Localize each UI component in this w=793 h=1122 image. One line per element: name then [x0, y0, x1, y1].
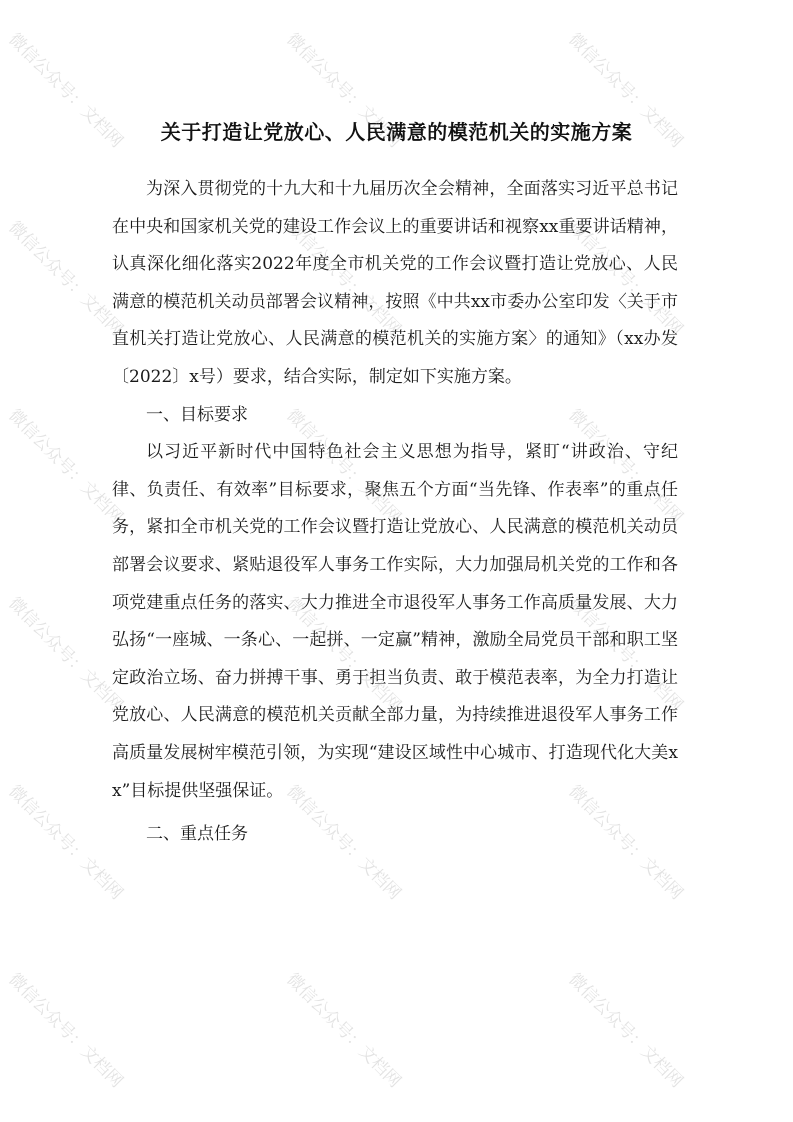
watermark-text: 微信公众号：文档网	[564, 969, 687, 1092]
watermark-text: 微信公众号：文档网	[4, 29, 127, 152]
watermark-text: 微信公众号：文档网	[4, 969, 127, 1092]
watermark-text: 微信公众号：文档网	[282, 217, 405, 340]
watermark-text: 微信公众号：文档网	[4, 405, 127, 528]
watermark-text: 微信公众号：文档网	[564, 405, 687, 528]
watermark-text: 微信公众号：文档网	[282, 405, 405, 528]
watermark-text: 微信公众号：文档网	[282, 29, 405, 152]
watermark-text: 微信公众号：文档网	[282, 969, 405, 1092]
watermark-text: 微信公众号：文档网	[564, 593, 687, 716]
goals-paragraph: 以习近平新时代中国特色社会主义思想为指导，紧盯“讲政治、守纪律、负责任、有效率”目标要求，聚焦五个方面“当先锋、作表率”的重点任务，紧扣全市机关党的工作会议暨打造让党放心、人民满意的模范机关动员部署会议要求、紧贴退役军人事务工作实际，大力加强局机关党的工作和各项党建重点任务的落实、大力推进全市退役军人事务工作高质量发展、大力弘扬“一座城、一条心、一起拼、一定赢”精神，激励全局党员干部和职工坚定政治立场、奋力拼搏干事、勇于担当负责、敢于模范表率，为全力打造让党放心、人民满意的模范机关贡献全部力量，为持续推进退役军人事务工作高质量发展树牢模范引领，为实现“建设区域性中心城市、打造现代化大美xx”目标提供坚强保证。	[112, 442, 678, 801]
document-body	[112, 171, 678, 854]
document-title: 关于打造让党放心、人民满意的模范机关的实施方案	[160, 120, 633, 144]
watermark-text: 微信公众号：文档网	[4, 593, 127, 716]
watermark-text: 微信公众号：文档网	[564, 217, 687, 340]
section-heading-tasks: 二、重点任务	[146, 824, 248, 845]
intro-paragraph: 为深入贯彻党的十九大和十九届历次全会精神，全面落实习近平总书记在中央和国家机关党的建设工作会议上的重要讲话和视察xx重要讲话精神，认真深化细化落实2022年度全市机关党的工作会议暨打造让党放心、人民满意的模范机关动员部署会议精神，按照《中共xx市委办公室印发〈关于市直机关打造让党放心、人民满意的模范机关的实施方案〉的通知》（xx办发〔2022〕x号）要求，结合实际，制定如下实施方案。	[112, 179, 678, 387]
watermark-text: 微信公众号：文档网	[4, 217, 127, 340]
watermark-text: 微信公众号：文档网	[564, 781, 687, 904]
watermark-text: 微信公众号：文档网	[282, 593, 405, 716]
watermark-text: 微信公众号：文档网	[564, 29, 687, 152]
watermark-text: 微信公众号：文档网	[282, 781, 405, 904]
watermark-text: 微信公众号：文档网	[4, 781, 127, 904]
section-heading-goals: 一、目标要求	[146, 404, 248, 425]
